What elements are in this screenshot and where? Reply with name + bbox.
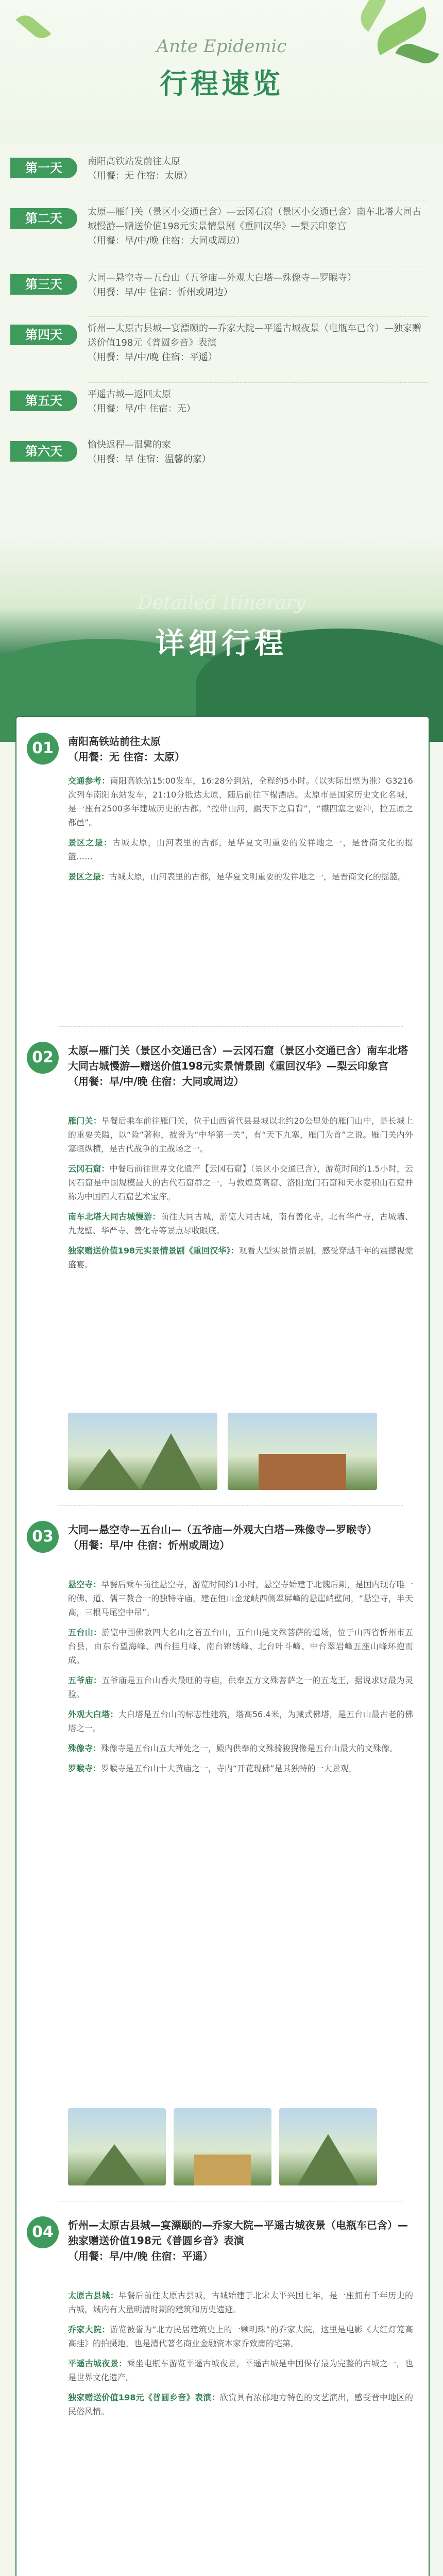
overview-route: 忻州—太原古县城—宴漂颐的—乔家大院—平遥古城夜景（电瓶车已含）—独家赠送价值198元《普圆乡音》表演: [88, 323, 421, 348]
day-body: [68, 1114, 413, 1278]
header-title-cn: 行程速览: [160, 67, 283, 100]
overview-day: [10, 271, 433, 312]
day-meta: （用餐：早/中/晚 住宿：大同或周边）: [68, 1075, 244, 1088]
para-text: 游览中国佛教四大名山之首五台山，五台山是文殊菩萨的道场，位于山西省忻州市五台县，由东台望海峰、西台挂月峰、南台锦绣峰、北台叶斗峰、中台翠岩峰五座山峰环抱而成。: [68, 1628, 413, 1665]
overview-day-tag: 第一天: [10, 158, 77, 178]
para-label: 五爷庙：: [68, 1675, 102, 1685]
day-paragraph: [68, 2323, 413, 2350]
overview-day-text: [88, 321, 428, 365]
day-body: [68, 774, 413, 890]
overview-day-text: [88, 155, 428, 183]
overview-route: 南阳高铁站发前往太原: [88, 156, 180, 167]
day-title: [68, 734, 413, 765]
para-text: 早餐后乘车前往悬空寺，游览时间约1小时，悬空寺始建于北魏后期，是国内现存唯一的佛、道、儒三教合一的独特寺庙，建在恒山金龙峡西侧翠屏峰的悬崖峭壁间，“悬空寺，半天高，三根马尾空中吊”。: [68, 1580, 413, 1617]
para-label: 交通参考：: [68, 776, 110, 786]
overview-day: [10, 205, 433, 262]
para-text: 早餐后前往太原古县城，古城始建于北宋太平兴国七年，是一座拥有千年历史的古城，城内有大量明清时期的建筑和历史遗迹。: [68, 2291, 413, 2314]
divider: [58, 1026, 403, 1027]
overview-route: 平遥古城—返回太原: [88, 389, 171, 400]
overview-meta: （用餐：早 住宿：温馨的家）: [88, 454, 211, 465]
overview-day-text: [88, 271, 428, 300]
header: [0, 0, 443, 144]
day-paragraph: [68, 774, 413, 829]
para-text: 乘坐电瓶车游览平遥古城夜景，平遥古城是中国保存最为完整的古城之一，也是世界文化遗产。: [68, 2359, 413, 2382]
overview-meta: （用餐：早/中 住宿：忻州或周边）: [88, 287, 233, 298]
para-label: 平遥古城夜景：: [68, 2359, 127, 2368]
para-label: 景区之最：: [68, 838, 113, 848]
para-label: 五台山：: [68, 1628, 102, 1637]
divider: [58, 1505, 403, 1506]
overview-day-tag: 第二天: [10, 208, 77, 229]
day-paragraph: [68, 1210, 413, 1238]
para-text: 罗睺寺是五台山十大黄庙之一，寺内“开花现佛”是其独特的一大景观。: [101, 1764, 357, 1773]
header-title-en: Ante Epidemic: [156, 36, 287, 57]
day-paragraph: [68, 870, 413, 884]
overview-day-tag: 第六天: [10, 441, 77, 462]
para-label: 云冈石窟：: [68, 1164, 110, 1174]
para-label: 独家赠送价值198元《普圆乡音》表演：: [68, 2393, 220, 2402]
overview-day-text: [88, 205, 428, 248]
attraction-photo: [68, 1413, 217, 1490]
banner-title-cn: 详细行程: [156, 626, 287, 660]
attraction-photo: [68, 2108, 166, 2185]
para-text: 五爷庙是五台山香火最旺的寺庙，供奉五方文殊菩萨之一的五龙王，据说求财最为灵验。: [68, 1675, 413, 1699]
para-label: 殊像寺：: [68, 1743, 101, 1753]
overview-day-tag: 第四天: [10, 325, 77, 345]
para-text: 早餐后乘车前往雁门关，位于山西省代县县城以北约20公里处的雁门山中，是长城上的重要关隘，以“险”著称，被誉为“中华第一关”，有“天下九塞，雁门为首”之说。雁门关内外塞垣纵横，是古代战争的主战场之一。: [68, 1116, 413, 1154]
day-meta: （用餐：无 住宿：太原）: [68, 751, 185, 763]
day-paragraph: [68, 1673, 413, 1701]
day-title-text: 太原—雁门关（景区小交通已含）—云冈石窟（景区小交通已含）南车北塔大同古城慢游—赠送价值198元实景情景剧《重回汉华》—梨云印象宫: [68, 1044, 408, 1072]
para-label: 罗睺寺：: [68, 1764, 101, 1773]
para-text: 大白塔是五台山的标志性建筑，塔高56.4米，为藏式佛塔，是五台山最古老的佛塔之一。: [68, 1709, 413, 1733]
para-label: 独家赠送价值198元实景情景剧《重回汉华》：: [68, 1246, 239, 1256]
day-paragraph: [68, 2391, 413, 2418]
day-number: 01: [27, 733, 59, 765]
attraction-photo: [228, 1413, 377, 1490]
para-text: 古城太原，山河表里的古都，是华夏文明重要的发祥地之一，是晋商文化的摇篮……: [68, 838, 413, 861]
day-meta: （用餐：早/中 住宿：忻州或周边）: [68, 1539, 230, 1551]
itinerary-overview: [10, 155, 433, 488]
para-text: 游览被誉为“北方民居建筑史上的一颗明珠”的乔家大院，这里是电影《大红灯笼高高挂》的拍摄地，也是清代著名商业金融资本家乔致庸的宅第。: [68, 2325, 413, 2348]
day-paragraph: [68, 1162, 413, 1204]
para-label: 太原古县城：: [68, 2291, 119, 2300]
day-paragraph: [68, 2289, 413, 2316]
para-text: 古城太原，山河表里的古都，是华夏文明重要的发祥地之一，是晋商文化的摇篮。: [109, 872, 406, 882]
overview-route: 太原—雁门关（景区小交通已含）—云冈石窟（景区小交通已含）南车北塔大同古城慢游—赠送价值198元实景情景剧《重回汉华》—梨云印象宫: [88, 207, 421, 232]
day-title: [68, 2217, 413, 2264]
para-text: 中餐后前往世界文化遗产【云冈石窟】（景区小交通已含），游览时间约1.5小时，云冈石窟是中国规模最大的古代石窟群之一，与敦煌莫高窟、洛阳龙门石窟和天水麦积山石窟并称为中国四大石窟艺术宝库。: [68, 1164, 413, 1201]
day-meta: （用餐：早/中/晚 住宿：平遥）: [68, 2250, 213, 2262]
day-paragraph: [68, 2357, 413, 2384]
detail-itinerary: [15, 716, 430, 2576]
day-paragraph: [68, 1578, 413, 1619]
para-label: 景区之最：: [68, 872, 110, 882]
day-number: 02: [27, 1042, 59, 1074]
day-title: [68, 1043, 413, 1089]
overview-day: [10, 438, 433, 479]
overview-day: [10, 155, 433, 196]
overview-day-text: [88, 438, 428, 467]
overview-day-text: [88, 387, 428, 416]
overview-route: 大同—悬空寺—五台山（五爷庙—外观大白塔—殊像寺—罗睺寺）: [88, 273, 356, 283]
overview-meta: （用餐：早/中 住宿：无）: [88, 403, 196, 414]
overview-route: 愉快返程—温馨的家: [88, 439, 171, 450]
banner-title-en: Detailed Itinerary: [138, 592, 305, 614]
leaf-decoration: [355, 0, 392, 31]
divider: [88, 382, 428, 383]
day-paragraph: [68, 1707, 413, 1735]
day-body: [68, 1578, 413, 1782]
para-label: 悬空寺：: [68, 1580, 101, 1589]
para-text: 南阳高铁站15:00发车，16:28分到站，全程约5小时。（以实际出票为准）G3216次列车南阳东站发车，21:10分抵达太原，随后前往下榻酒店。太原市是国家历史文化名城，是一座有2500多年建城历史的古都。“控带山河，踞天下之肩背”，“襟四塞之要冲，控五原之都邑”。: [68, 776, 413, 827]
day-paragraph: [68, 1625, 413, 1667]
day-number: 04: [27, 2216, 59, 2248]
day-number: 03: [27, 1521, 59, 1553]
attraction-photo: [174, 2108, 271, 2185]
day-body: [68, 2289, 413, 2425]
para-text: 观看大型实景情景剧，感受穿越千年的震撼视觉盛宴。: [68, 1246, 413, 1269]
para-label: 外观大白塔：: [68, 1709, 118, 1719]
day-paragraph: [68, 1244, 413, 1272]
overview-day-tag: 第三天: [10, 274, 77, 295]
day-paragraph: [68, 1741, 413, 1755]
para-text: 前往大同古城，游览大同古城，南有善化寺，北有华严寺，古城墙、九龙壁、华严寺、善化寺等景点尽收眼底。: [68, 1212, 413, 1235]
overview-day-tag: 第五天: [10, 391, 77, 411]
para-text: 欣赏具有浓郁地方特色的文艺演出，感受晋中地区的民俗风情。: [68, 2393, 413, 2416]
para-label: 乔家大院：: [68, 2325, 110, 2334]
overview-meta: （用餐：早/中/晚 住宿：平遥）: [88, 352, 217, 363]
overview-meta: （用餐：无 住宿：太原）: [88, 171, 193, 181]
attraction-photo: [279, 2108, 377, 2185]
overview-day: [10, 321, 433, 378]
overview-day: [10, 387, 433, 429]
divider: [88, 316, 428, 317]
day-title-text: 忻州—太原古县城—宴漂颐的—乔家大院—平遥古城夜景（电瓶车已含）—独家赠送价值198元《普圆乡音》表演: [68, 2219, 408, 2247]
para-label: 南车北塔大同古城慢游：: [68, 1212, 161, 1222]
overview-meta: （用餐：早/中/晚 住宿：大同或周边）: [88, 235, 245, 246]
day-title-text: 大同—悬空寺—五台山—（五爷庙—外观大白塔—殊像寺—罗睺寺）: [68, 1523, 377, 1536]
day-title: [68, 1522, 413, 1553]
day-paragraph: [68, 1114, 413, 1156]
para-text: 殊像寺是五台山五大禅处之一，殿内供奉的文殊骑狻猊像是五台山最大的文殊像。: [101, 1743, 398, 1753]
day-paragraph: [68, 836, 413, 863]
day-title-text: 南阳高铁站前往太原: [68, 735, 161, 748]
day-paragraph: [68, 1761, 413, 1775]
para-label: 雁门关：: [68, 1116, 101, 1126]
